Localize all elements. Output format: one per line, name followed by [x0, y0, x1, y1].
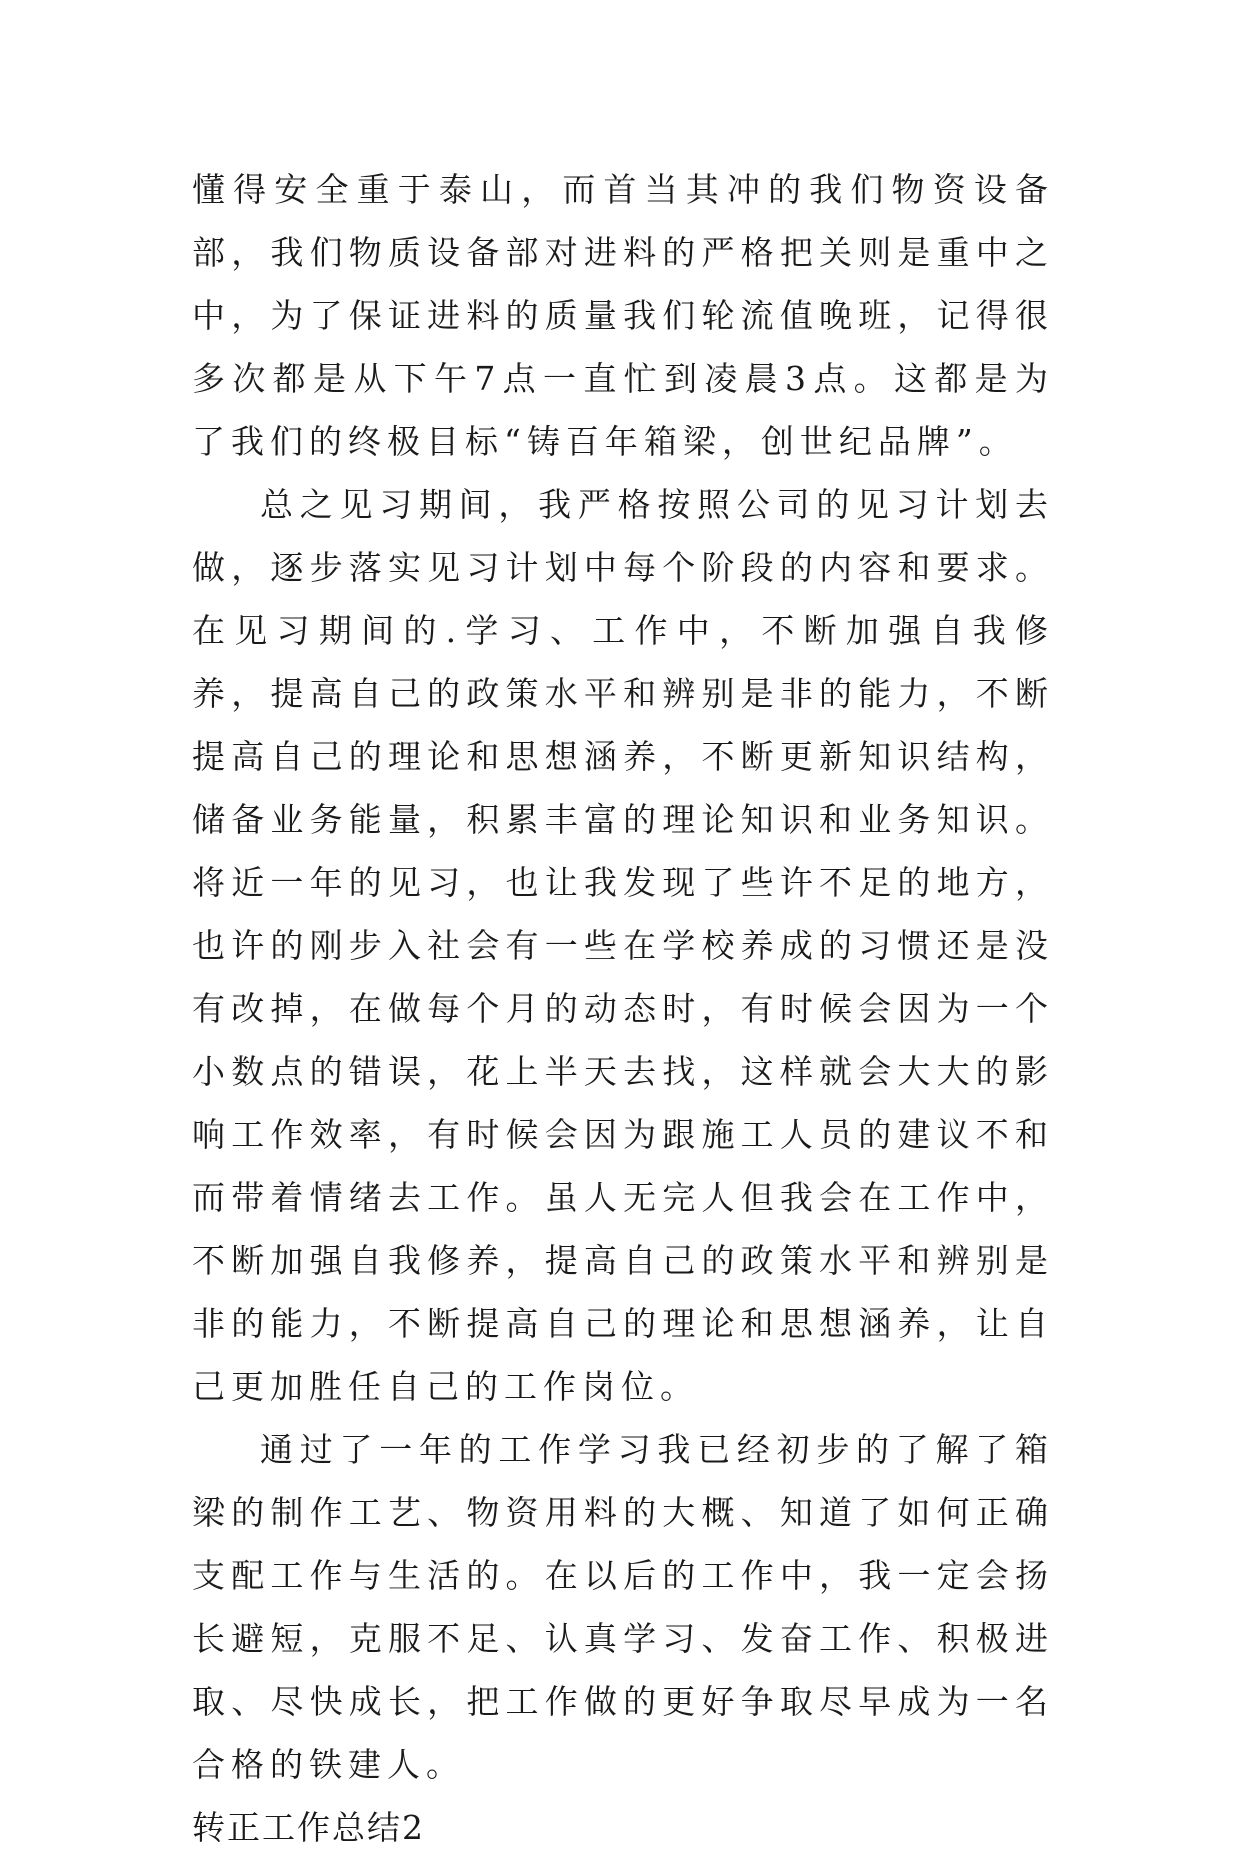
paragraph-3: 通过了一年的工作学习我已经初步的了解了箱梁的制作工艺、物资用料的大概、知道了如何正确支配工作与生活的。在以后的工作中，我一定会扬长避短，克服不足、认真学习、发奋工作、积极进取、尽快成长，把工作做的更好争取尽早成为一名合格的铁建人。	[192, 1430, 1054, 1784]
paragraph-1: 懂得安全重于泰山，而首当其冲的我们物资设备部，我们物质设备部对进料的严格把关则是重中之中，为了保证进料的质量我们轮流值晚班，记得很多次都是从下午7点一直忙到凌晨3点。这都是为了我们的终极目标“铸百年箱梁，创世纪品牌”。	[192, 170, 1054, 461]
document-body	[192, 158, 1054, 1859]
section-heading: 转正工作总结2	[192, 1808, 425, 1847]
paragraph-2: 总之见习期间，我严格按照公司的见习计划去做，逐步落实见习计划中每个阶段的内容和要求。在见习期间的.学习、工作中，不断加强自我修养，提高自己的政策水平和辨别是非的能力，不断提高自己的理论和思想涵养，不断更新知识结构，储备业务能量，积累丰富的理论知识和业务知识。将近一年的见习，也让我发现了些许不足的地方，也许的刚步入社会有一些在学校养成的习惯还是没有改掉，在做每个月的动态时，有时候会因为一个小数点的错误，花上半天去找，这样就会大大的影响工作效率，有时候会因为跟施工人员的建议不和而带着情绪去工作。虽人无完人但我会在工作中，不断加强自我修养，提高自己的政策水平和辨别是非的能力，不断提高自己的理论和思想涵养，让自己更加胜任自己的工作岗位。	[192, 485, 1054, 1406]
